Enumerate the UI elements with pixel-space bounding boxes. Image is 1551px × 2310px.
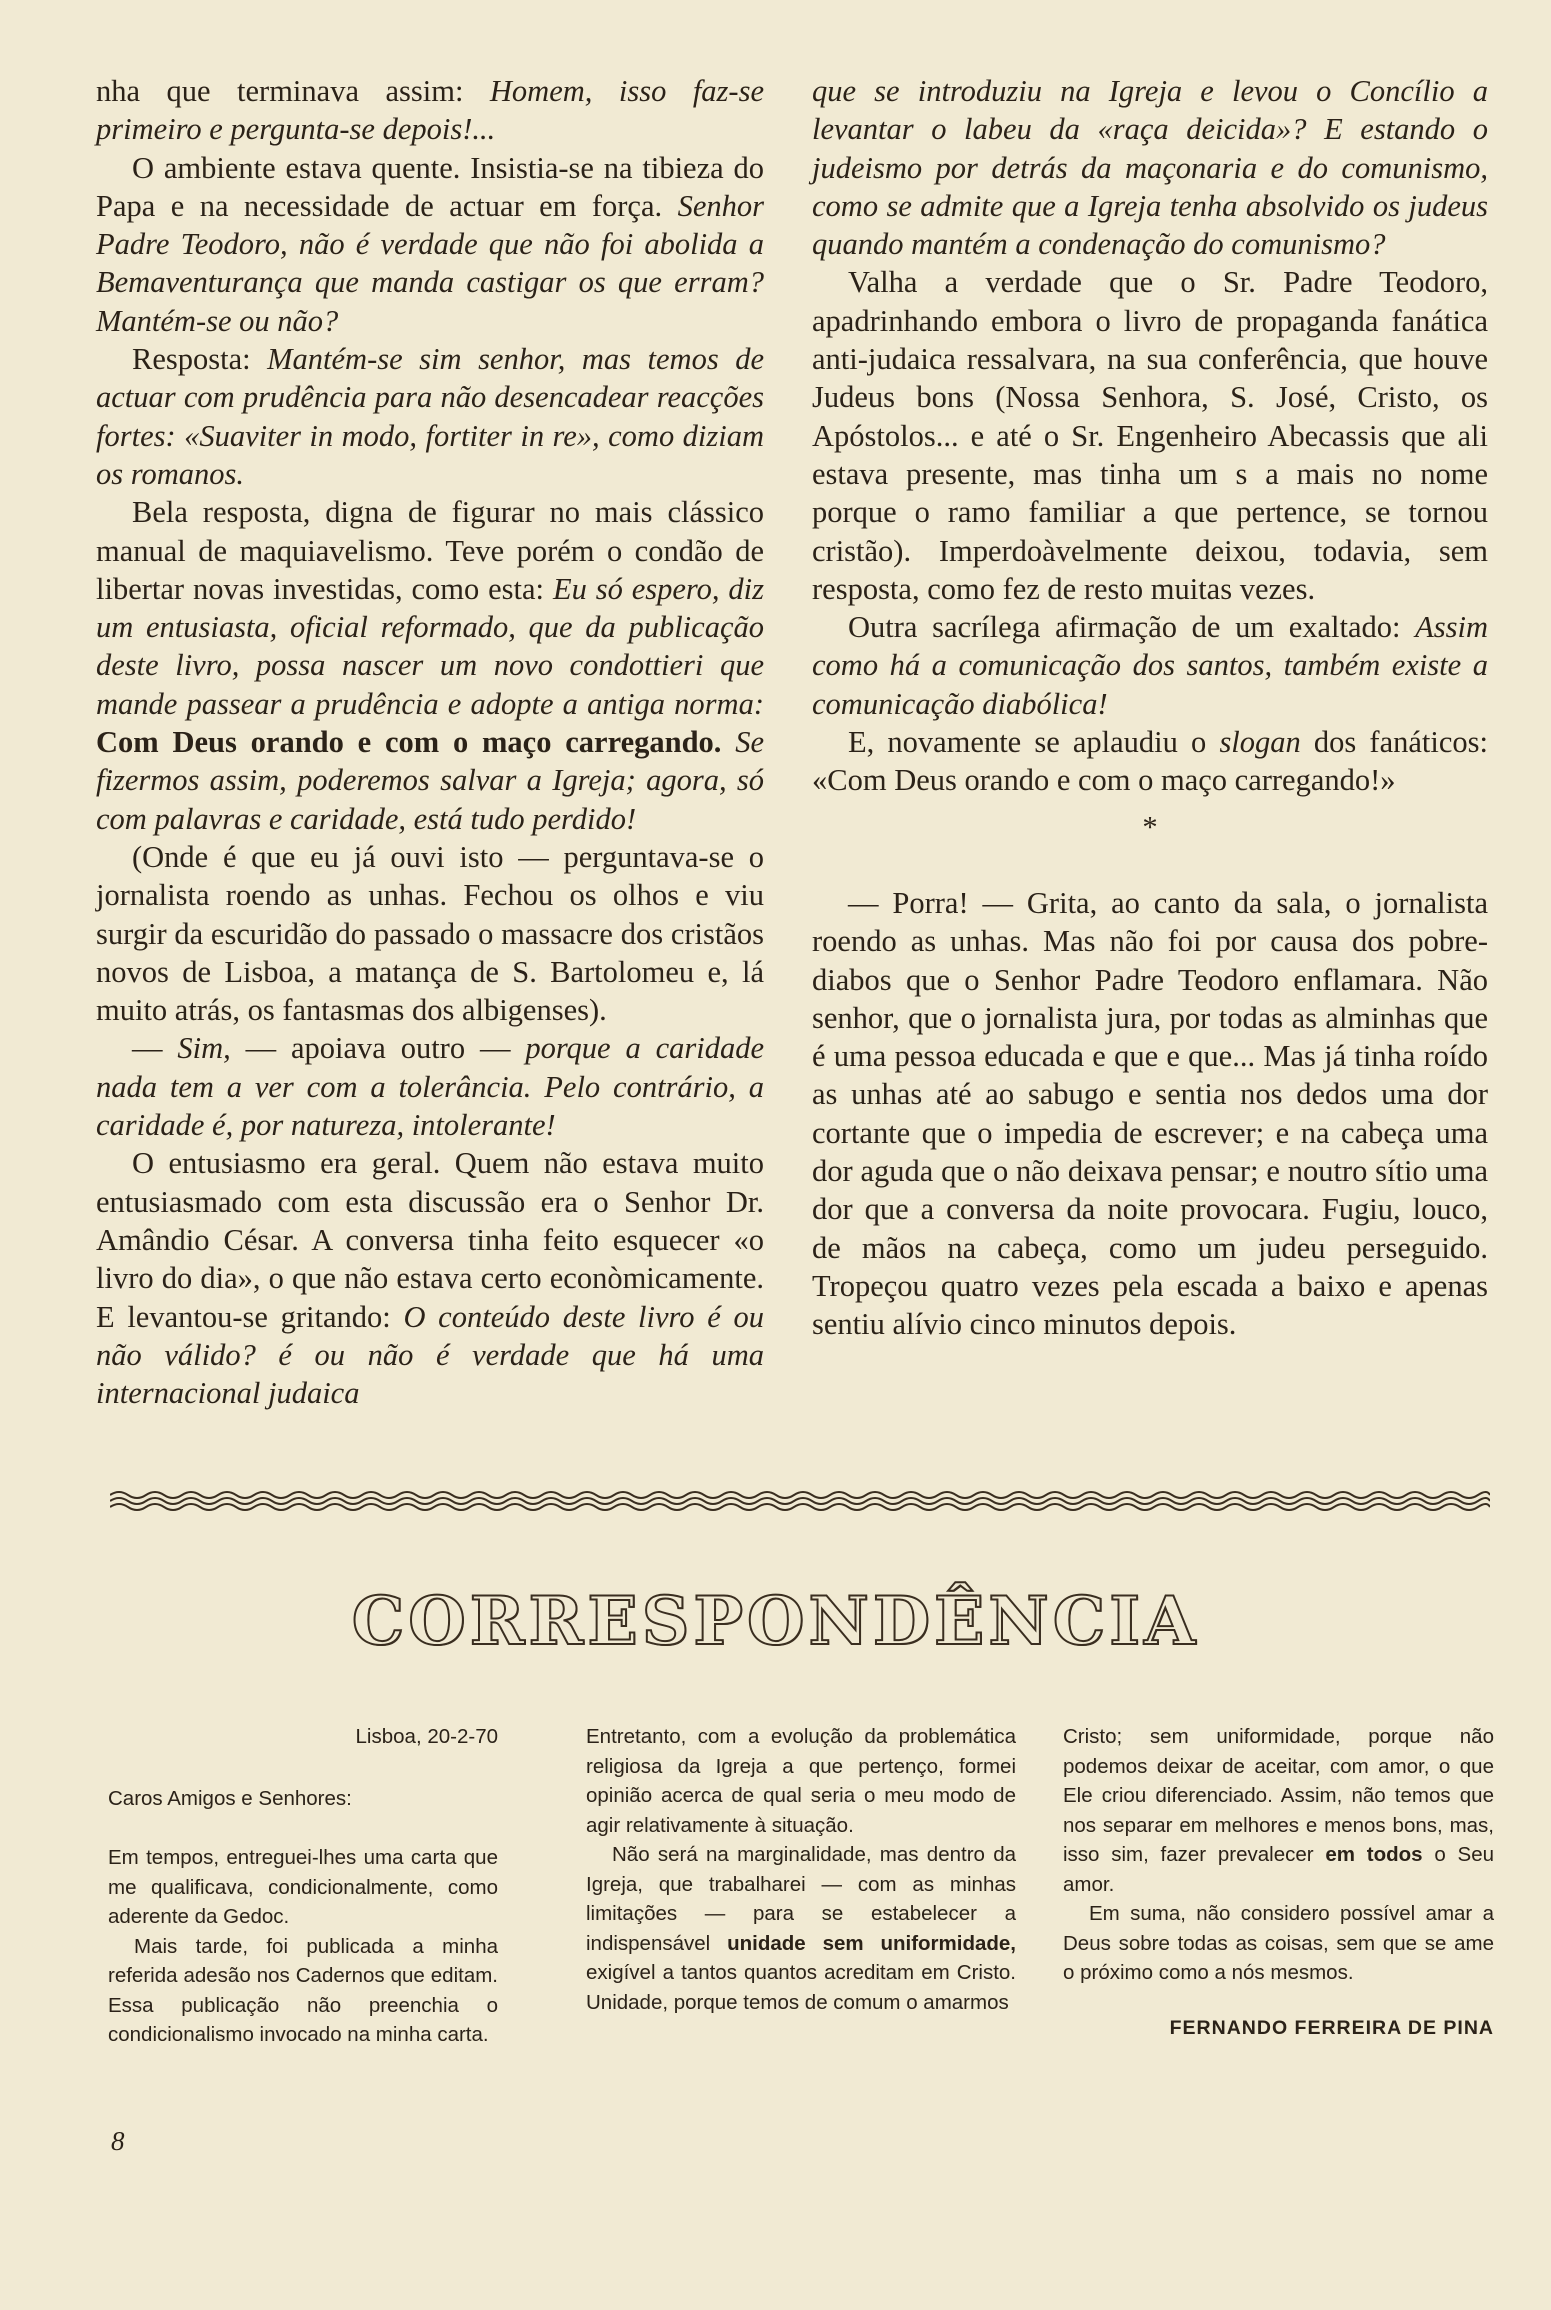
article-column-left [96,72,764,1412]
letter-column-3 [1063,1722,1494,2043]
text-run: O ambiente estava quente. Insistia-se na tibieza do Papa e na necessidade de actuar em força. [96,150,764,223]
paragraph [1063,1722,1494,1899]
text-run: Entretanto, com a evolução da problemática religiosa da Igreja a que pertenço, formei opinião acerca de qual seria o meu modo de agir relativamente à situação. [586,1725,1016,1837]
italic-text: Senhor Padre Teodoro, não é verdade que não foi abolida a Bemaventurança que manda castigar os que erram? Mantém-se ou não? [96,188,764,338]
italic-text: porque a caridade nada tem a ver com a tolerância. Pelo contrário, a caridade é, por natureza, intolerante! [96,1031,764,1143]
text-run: o Seu amor. [1063,1843,1495,1896]
paragraph [96,340,764,493]
letter-body-3 [1063,1722,1494,1988]
italic-text: Mantém-se sim senhor, mas temos de actuar com prudência para não desencadear reacções fortes: «Suaviter in modo, fortiter in re», como diziam os romanos. [96,342,764,491]
paragraph [96,149,764,340]
text-run: — apoiava outro — [230,1031,526,1066]
article-column-right [812,72,1488,1344]
text-run: Bela resposta, digna de figurar no mais clássico manual de maquiavelismo. Teve porém o condão de libertar novas investidas, como esta: [96,495,764,606]
italic-text: que se introduziu na Igreja e levou o Concílio a levantar o labeu da «raça deicida»? E estando o judeismo por detrás da maçonaria e do comunismo, como se admite que a Igreja tenha absolvido os judeus quando mantém a condenação do comunismo? [812,74,1488,262]
italic-text: Assim como há a comunicação dos santos, também existe a comunicação diabólica! [812,610,1488,721]
letter-signature: FERNANDO FERREIRA DE PINA [1169,2016,1494,2039]
section-separator: * [1142,809,1158,844]
italic-text: Se fizermos assim, poderemos salvar a Igreja; agora, só com palavras e caridade, está tudo perdido! [96,725,764,836]
letter-body-1 [108,1843,498,2050]
text-run: — [132,1031,178,1066]
italic-text: Sim, [177,1031,231,1066]
bold-text: unidade sem uniformidade, [727,1931,1017,1955]
paragraph [96,1029,764,1144]
paragraph [812,72,1488,263]
paragraph [812,263,1488,608]
bold-text: Com Deus orando e com o maço carregando. [96,725,722,760]
text-run: nha que terminava assim: [96,74,490,108]
text-run: Resposta: [132,342,268,377]
text-run: Valha a verdade que o Sr. Padre Teodoro, apadrinhando embora o livro de propaganda fanática anti-judaica ressalvara, na sua conferência, que houve Judeus bons (Nossa Senhora, S. José, Cristo, os Apóstolos... e até o Sr. Engenheiro Abecassis que ali estava presente, mas tinha um s a mais no nome porque o ramo familiar a que pertence, se tornou cristão). Imperdoàvelmente deixou, todavia, sem resposta, como fez de resto muitas vezes. [812,265,1488,606]
text-run: Outra sacrílega afirmação de um exaltado: [848,610,1416,645]
text-run: Em suma, não considero possível amar a Deus sobre todas as coisas, sem que se ame o próximo como a nós mesmos. [1063,1902,1494,1984]
paragraph [586,1840,1016,2017]
text-run: O entusiasmo era geral. Quem não estava muito entusiasmado com esta discussão era o Senhor Dr. Amândio César. A conversa tinha feito esquecer «o livro do dia», o que não estava certo econòmicamente. E levantou-se gritando: [96,1146,764,1334]
paragraph [96,1144,764,1412]
text-run: Cristo; sem uniformidade, porque não podemos deixar de aceitar, com amor, o que Ele criou diferenciado. Assim, não temos que nos separar em melhores e menos bons, mas, isso sim, fazer prevalecer [1063,1725,1494,1866]
section-title: CORRESPONDÊNCIA [351,1582,1200,1660]
letter-salutation: Caros Amigos e Senhores: [108,1786,352,1810]
text-run: exigível a tantos quantos acreditam em Cristo. Unidade, porque temos de comum o amarmos [586,1961,1016,2014]
paragraph [96,72,764,149]
paragraph [108,1843,498,1932]
paragraph [108,1932,498,2050]
page-number: 8 [111,2126,125,2156]
paragraph [1063,1899,1494,1988]
paragraph [586,1722,1016,1840]
paragraph [96,838,764,1029]
text-run: Em tempos, entreguei-lhes uma carta que me qualificava, condicionalmente, como aderente da Gedoc. [108,1846,498,1928]
text-run: — Porra! — Grita, ao canto da sala, o jornalista roendo as unhas. Mas não foi por causa dos pobre-diabos que o Senhor Padre Teodoro enflamara. Não senhor, que o jornalista jura, por todas as alminhas que é uma pessoa educada e que e que... Mas já tinha roído as unhas até ao sabugo e sentia nos dedos uma dor cortante que o impedia de escrever; e na cabeça uma dor aguda que o não deixava pensar; e noutro sítio uma dor que a conversa da noite provocara. Fugiu, louco, de mãos na cabeça, como um judeu perseguido. Tropeçou quatro vezes pela escada a baixo e apenas sentiu alívio cinco minutos depois. [812,885,1488,1342]
letter-column-1 [108,1722,498,2050]
text-run: E, novamente se aplaudiu o [848,725,1220,760]
italic-text: Homem, isso faz-se primeiro e pergunta-se depois!... [96,74,764,147]
letter-column-2 [586,1722,1016,2017]
paragraph [812,723,1488,800]
paragraph [812,608,1488,723]
text-run: Mais tarde, foi publicada a minha referida adesão nos Cadernos que editam. Essa publicação não preenchia o condicionalismo invocado na minha carta. [108,1934,498,2046]
paragraph [96,493,764,838]
letter-date: Lisboa, 20-2-70 [355,1725,498,1748]
italic-text: slogan [1219,725,1301,760]
text-run: (Onde é que eu já ouvi isto — perguntava-se o jornalista roendo as unhas. Fechou os olhos e viu surgir da escuridão do passado o massacre dos cristãos novos de Lisboa, a matança de S. Bartolomeu e, lá muito atrás, os fantasmas dos albigenses). [96,839,764,1028]
italic-text: O conteúdo deste livro é ou não válido? é ou não é verdade que há uma internacional judaica [96,1299,764,1411]
italic-text: Eu só espero, diz um entusiasta, oficial reformado, que da publicação deste livro, possa nascer um novo condottieri que mande passear a prudência e adopte a antiga norma: [96,571,765,721]
paragraph [812,884,1488,1344]
text-run: Não será na marginalidade, mas dentro da Igreja, que trabalharei — com as minhas limitações — para se estabelecer a indispensável [586,1843,1016,1955]
text-run: dos fanáticos: «Com Deus orando e com o maço carregando!» [812,725,1488,798]
wavy-divider [110,1486,1490,1516]
bold-text: em todos [1325,1843,1423,1866]
